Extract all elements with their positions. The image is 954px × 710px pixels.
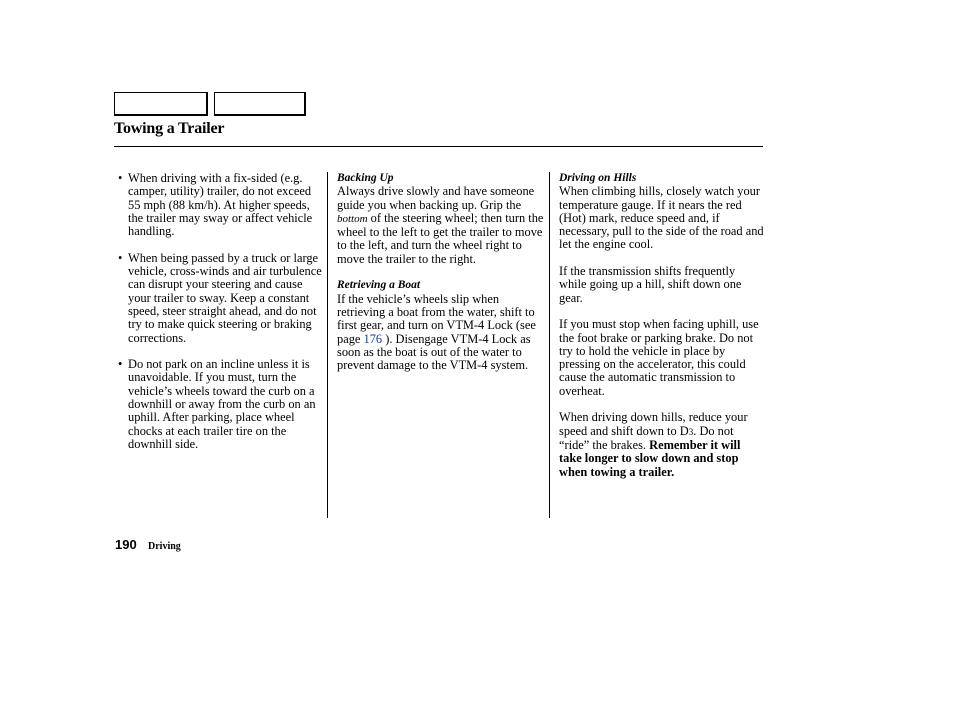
text-span: Always drive slowly and have someone guide you when backing up. Grip the: [337, 184, 535, 212]
title-rule: [114, 146, 763, 147]
hills-paragraph-1: When climbing hills, closely watch your temperature gauge. If it nears the red (Hot) mark, reduce speed and, if necessary, pull to the side of the road and let the engine cool.: [559, 184, 764, 252]
retrieving-boat-paragraph: [337, 293, 545, 373]
text-span: When driving down hills, reduce your speed and shift down to D: [559, 410, 748, 438]
page-number: 190: [115, 537, 137, 552]
text-span: . Do not “ride” the brakes.: [559, 423, 734, 452]
driving-on-hills-heading: Driving on Hills: [559, 172, 637, 184]
column-3: [559, 172, 764, 492]
backing-up-paragraph: [337, 185, 545, 266]
section-name: Driving: [148, 541, 181, 552]
text-span: ). Disengage VTM-4 Lock as soon as the boat is out of the water to prevent damage to the VTM-4 system.: [337, 331, 531, 373]
hills-paragraph-2: If the transmission shifts frequently while going up a hill, shift down one gear.: [559, 264, 742, 305]
d3-subscript: 3: [688, 426, 694, 437]
hills-paragraph-3: If you must stop when facing uphill, use the foot brake or parking brake. Do not try to hold the vehicle in place by pressing on the accelerator, this could cause the automatic transmission to overheat.: [559, 317, 759, 398]
column-divider-1: [327, 172, 328, 518]
backing-up-heading: Backing Up: [337, 172, 394, 184]
text-span: of the steering wheel; then turn the wheel to the left to get the trailer to move to the left, and turn the wheel right to move the trailer to the right.: [337, 210, 544, 266]
bullet-item: • Do not park on an incline unless it is unavoidable. If you must, turn the vehicle’s wheels toward the curb on a downhill or away from the curb on an uphill. After parking, place wheel chocks at each trailer tire on the downhill side.: [118, 358, 323, 451]
retrieving-boat-heading: Retrieving a Boat: [337, 279, 421, 292]
nav-box-next[interactable]: [214, 92, 306, 116]
bullet-item: • When being passed by a truck or large vehicle, cross-winds and air turbulence can disrupt your steering and cause your trailer to sway. Keep a constant speed, steer straight ahead, and do not try to make quick steering or braking corrections.: [118, 252, 323, 345]
text-span: If the vehicle’s wheels slip when retrieving a boat from the water, shift to first gear, and turn on VTM-4 Lock (see page: [337, 291, 536, 346]
page-title: Towing a Trailer: [114, 120, 225, 137]
column-1: [118, 172, 323, 465]
bottom-emphasis: bottom: [337, 212, 368, 225]
nav-box-previous[interactable]: [114, 92, 208, 116]
page-176-link[interactable]: 176: [363, 331, 383, 346]
warning-emphasis: Remember it will take longer to slow down and stop when towing a trailer.: [559, 437, 741, 479]
hills-paragraph-4: [559, 411, 764, 478]
bullet-item: • When driving with a fix-sided (e.g. camper, utility) trailer, do not exceed 55 mph (88 km/h). At higher speeds, the trailer may sway or affect vehicle handling.: [118, 172, 323, 238]
column-2: [337, 172, 545, 386]
column-divider-2: [549, 172, 550, 518]
